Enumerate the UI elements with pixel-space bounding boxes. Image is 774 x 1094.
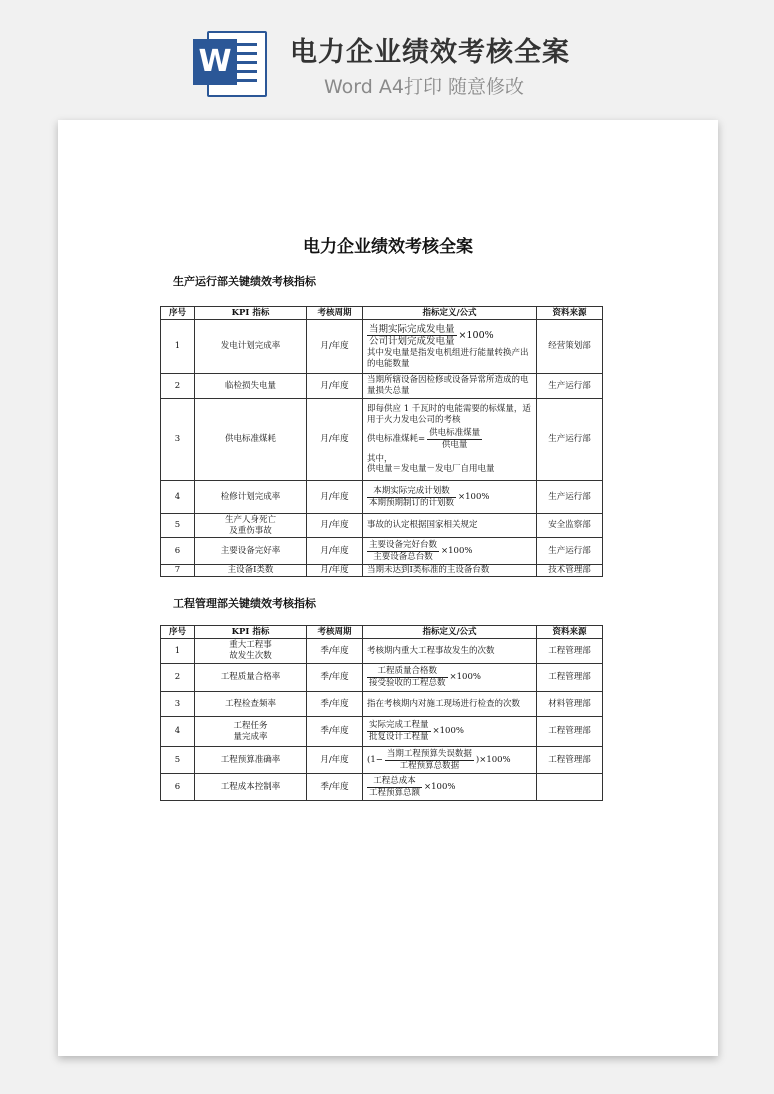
- table-row: 2 工程质量合格率 季/年度 $\frac{\text{工程质量合格数}}{\text{接受验收的工程总数}}$ ×100% 工程管理部: [161, 664, 603, 692]
- definition-cell: $\frac{\text{工程质量合格数}}{\text{接受验收的工程总数}}$ ×100%: [363, 664, 537, 692]
- table-header-row: [161, 626, 603, 639]
- table-header-row: [161, 307, 603, 320]
- table-row: 4 工程任务 量完成率 季/年度 $\frac{\text{实际完成工程量}}{\text{批复设计工程量}}$ ×100% 工程管理部: [161, 717, 603, 747]
- table-row: 1 重大工程事 故发生次数 季/年度 考核期内重大工程事故发生的次数 工程管理部: [161, 639, 603, 664]
- table-row: 3 供电标准煤耗 月/年度 即每供应 1 千瓦时的电能需要的标煤量，适用于火力发电公司的考核 供电标准煤耗= $\frac{\text{供电标准煤量}}{\text{供电量}}$ 其中， 供电量＝发电量－发电厂自用电量 生产运行部: [161, 399, 603, 481]
- definition-cell: $\frac{\text{实际完成工程量}}{\text{批复设计工程量}}$ ×100%: [363, 717, 537, 747]
- word-document-icon: W: [193, 27, 265, 97]
- header-cell: 考核周期: [307, 626, 363, 639]
- table-row: 1 发电计划完成率 月/年度 $\frac{\text{当期实际完成发电量}}{\text{公司计划完成发电量}}$ ×100% 其中发电量是指发电机组进行能量转换产出的电能数量 经营策划部: [161, 320, 603, 374]
- banner-subtitle: Word A4打印 随意修改: [324, 76, 525, 98]
- table-row: 6 主要设备完好率 月/年度 $\frac{\text{主要设备完好台数}}{\text{主要设备总台数}}$ ×100% 生产运行部: [161, 538, 603, 565]
- definition-cell: $\frac{\text{本期实际完成计划数}}{\text{本期预期制订的计划数}}$ ×100%: [363, 481, 537, 514]
- header-cell: 资料来源: [537, 307, 603, 320]
- table-row: 3 工程检查频率 季/年度 指在考核期内对施工现场进行检查的次数 材料管理部: [161, 692, 603, 717]
- definition-cell: (1− $\frac{\text{当期工程预算失误数据}}{\text{工程预算总数据}}$ )×100%: [363, 747, 537, 774]
- header-cell: 考核周期: [307, 307, 363, 320]
- table-row: 2 临检损失电量 月/年度 当期所辖设备因检修或设备异常所造成的电量损失总量 生产运行部: [161, 374, 603, 399]
- definition-cell: 即每供应 1 千瓦时的电能需要的标煤量，适用于火力发电公司的考核 供电标准煤耗= $\frac{\text{供电标准煤量}}{\text{供电量}}$ 其中， 供电量＝发电量－发电厂自用电量: [363, 399, 537, 481]
- definition-cell: $\frac{\text{主要设备完好台数}}{\text{主要设备总台数}}$ ×100%: [363, 538, 537, 565]
- document-title: 电力企业绩效考核全案: [303, 237, 473, 257]
- table-row: 4 检修计划完成率 月/年度 $\frac{\text{本期实际完成计划数}}{\text{本期预期制订的计划数}}$ ×100% 生产运行部: [161, 481, 603, 514]
- header-cell: 序号: [161, 626, 195, 639]
- definition-cell: $\frac{\text{当期实际完成发电量}}{\text{公司计划完成发电量}}$ ×100% 其中发电量是指发电机组进行能量转换产出的电能数量: [363, 320, 537, 374]
- header-cell: 序号: [161, 307, 195, 320]
- table-row: 6 工程成本控制率 季/年度 $\frac{\text{工程总成本}}{\text{工程预算总额}}$ ×100%: [161, 774, 603, 801]
- header-cell: KPI 指标: [195, 626, 307, 639]
- document-page: [58, 120, 718, 1056]
- header-cell: 指标定义/公式: [363, 626, 537, 639]
- table-row: 5 生产人身死亡 及重伤事故 月/年度 事故的认定根据国家相关规定 安全监察部: [161, 514, 603, 538]
- table-row: 7 主设备I类数 月/年度 当期未达到I类标准的主设备台数 技术管理部: [161, 565, 603, 577]
- banner: [0, 0, 774, 118]
- section1-table: [160, 306, 603, 577]
- banner-title: 电力企业绩效考核全案: [290, 37, 570, 68]
- table-row: 5 工程预算准确率 月/年度 (1− $\frac{\text{当期工程预算失误数据}}{\text{工程预算总数据}}$ )×100% 工程管理部: [161, 747, 603, 774]
- header-cell: 指标定义/公式: [363, 307, 537, 320]
- header-cell: 资料来源: [537, 626, 603, 639]
- section1-title: 生产运行部关键绩效考核指标: [173, 275, 316, 288]
- section2-table: [160, 625, 603, 801]
- section2-title: 工程管理部关键绩效考核指标: [173, 597, 316, 610]
- header-cell: KPI 指标: [195, 307, 307, 320]
- definition-cell: $\frac{\text{工程总成本}}{\text{工程预算总额}}$ ×100%: [363, 774, 537, 801]
